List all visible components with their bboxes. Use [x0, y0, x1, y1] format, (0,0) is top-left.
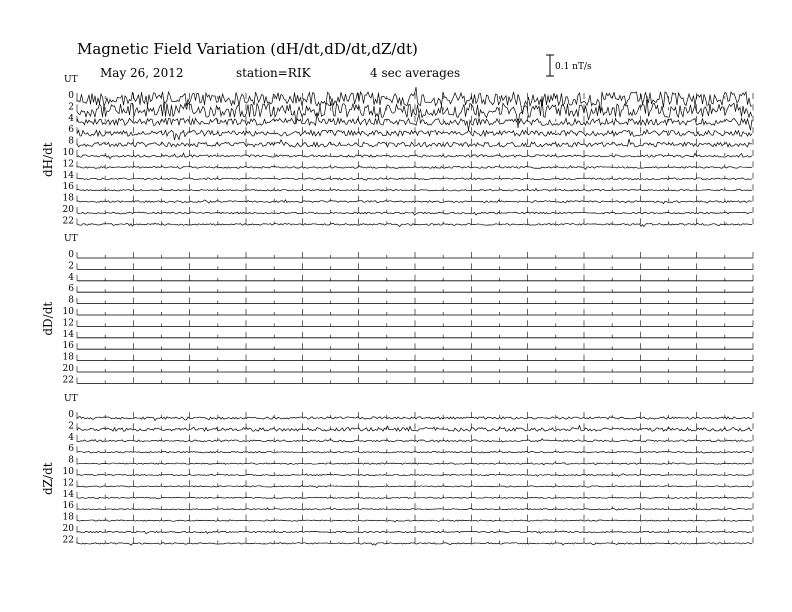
row-label: 16 [62, 341, 74, 352]
row-label: 18 [62, 512, 74, 523]
trace-line [77, 178, 752, 180]
row-label: 8 [68, 295, 74, 306]
row-label: 20 [62, 524, 74, 534]
row-label: 6 [68, 444, 74, 455]
row-label: 6 [68, 125, 74, 136]
row-label: 4 [68, 113, 74, 124]
panel-label: dZ/dt [41, 462, 55, 495]
scale-bar [546, 55, 592, 76]
row-label: 18 [62, 352, 74, 363]
trace-line [77, 166, 752, 170]
trace-line [77, 463, 752, 465]
row-label: 10 [62, 148, 74, 158]
row-label: 22 [62, 535, 74, 546]
row-label: 22 [62, 375, 74, 386]
row-label: 8 [68, 136, 74, 147]
chart-title: Magnetic Field Variation (dH/dt,dD/dt,dZ/dt) [77, 40, 418, 58]
trace-line [77, 139, 752, 147]
row-label: 6 [68, 284, 74, 295]
panels [41, 75, 753, 545]
row-label: 12 [62, 159, 74, 170]
row-label: 16 [62, 182, 74, 193]
panel-dD-dt [41, 234, 753, 385]
trace-line [77, 189, 752, 192]
trace-line [77, 153, 752, 159]
trace-line [77, 542, 752, 545]
row-label: 2 [68, 421, 74, 432]
row-label: 22 [62, 216, 74, 227]
trace-line [77, 451, 752, 453]
row-label: 14 [62, 329, 74, 340]
panel-dH-dt [41, 75, 753, 227]
row-label: 12 [62, 478, 74, 489]
trace-line [77, 114, 752, 131]
trace-line [77, 416, 752, 420]
row-label: 4 [68, 272, 74, 283]
panel-dZ-dt [41, 394, 753, 545]
trace-line [77, 508, 752, 510]
trace-line [77, 474, 752, 477]
row-label: 4 [68, 432, 74, 443]
row-label: 2 [68, 102, 74, 113]
row-label: 2 [68, 261, 74, 272]
row-label: 0 [68, 250, 74, 260]
row-label: 8 [68, 455, 74, 466]
trace-line [77, 531, 752, 534]
trace-line [77, 497, 752, 499]
row-label: 12 [62, 318, 74, 329]
row-label: 14 [62, 170, 74, 181]
panel-label: dH/dt [41, 142, 55, 178]
date-label: May 26, 2012 [100, 66, 184, 80]
station-label: station=RIK [236, 66, 311, 80]
averaging-label: 4 sec averages [370, 66, 461, 80]
row-label: 10 [62, 307, 74, 317]
trace-line [77, 485, 752, 487]
ut-axis-label: UT [64, 234, 78, 244]
scale-bar-label: 0.1 nT/s [555, 62, 592, 72]
row-label: 20 [62, 364, 74, 374]
trace-line [77, 439, 752, 442]
row-label: 0 [68, 410, 74, 420]
trace-line [77, 130, 752, 140]
row-label: 10 [62, 467, 74, 477]
row-label: 16 [62, 501, 74, 512]
trace-line [77, 520, 752, 522]
trace-line [77, 200, 752, 204]
row-label: 18 [62, 193, 74, 204]
trace-line [77, 212, 752, 215]
panel-label: dD/dt [41, 301, 55, 336]
ut-axis-label: UT [64, 394, 78, 404]
trace-line [77, 426, 752, 432]
trace-line [77, 223, 752, 227]
row-label: 14 [62, 489, 74, 500]
row-label: 20 [62, 205, 74, 215]
ut-axis-label: UT [64, 75, 78, 85]
row-label: 0 [68, 91, 74, 101]
